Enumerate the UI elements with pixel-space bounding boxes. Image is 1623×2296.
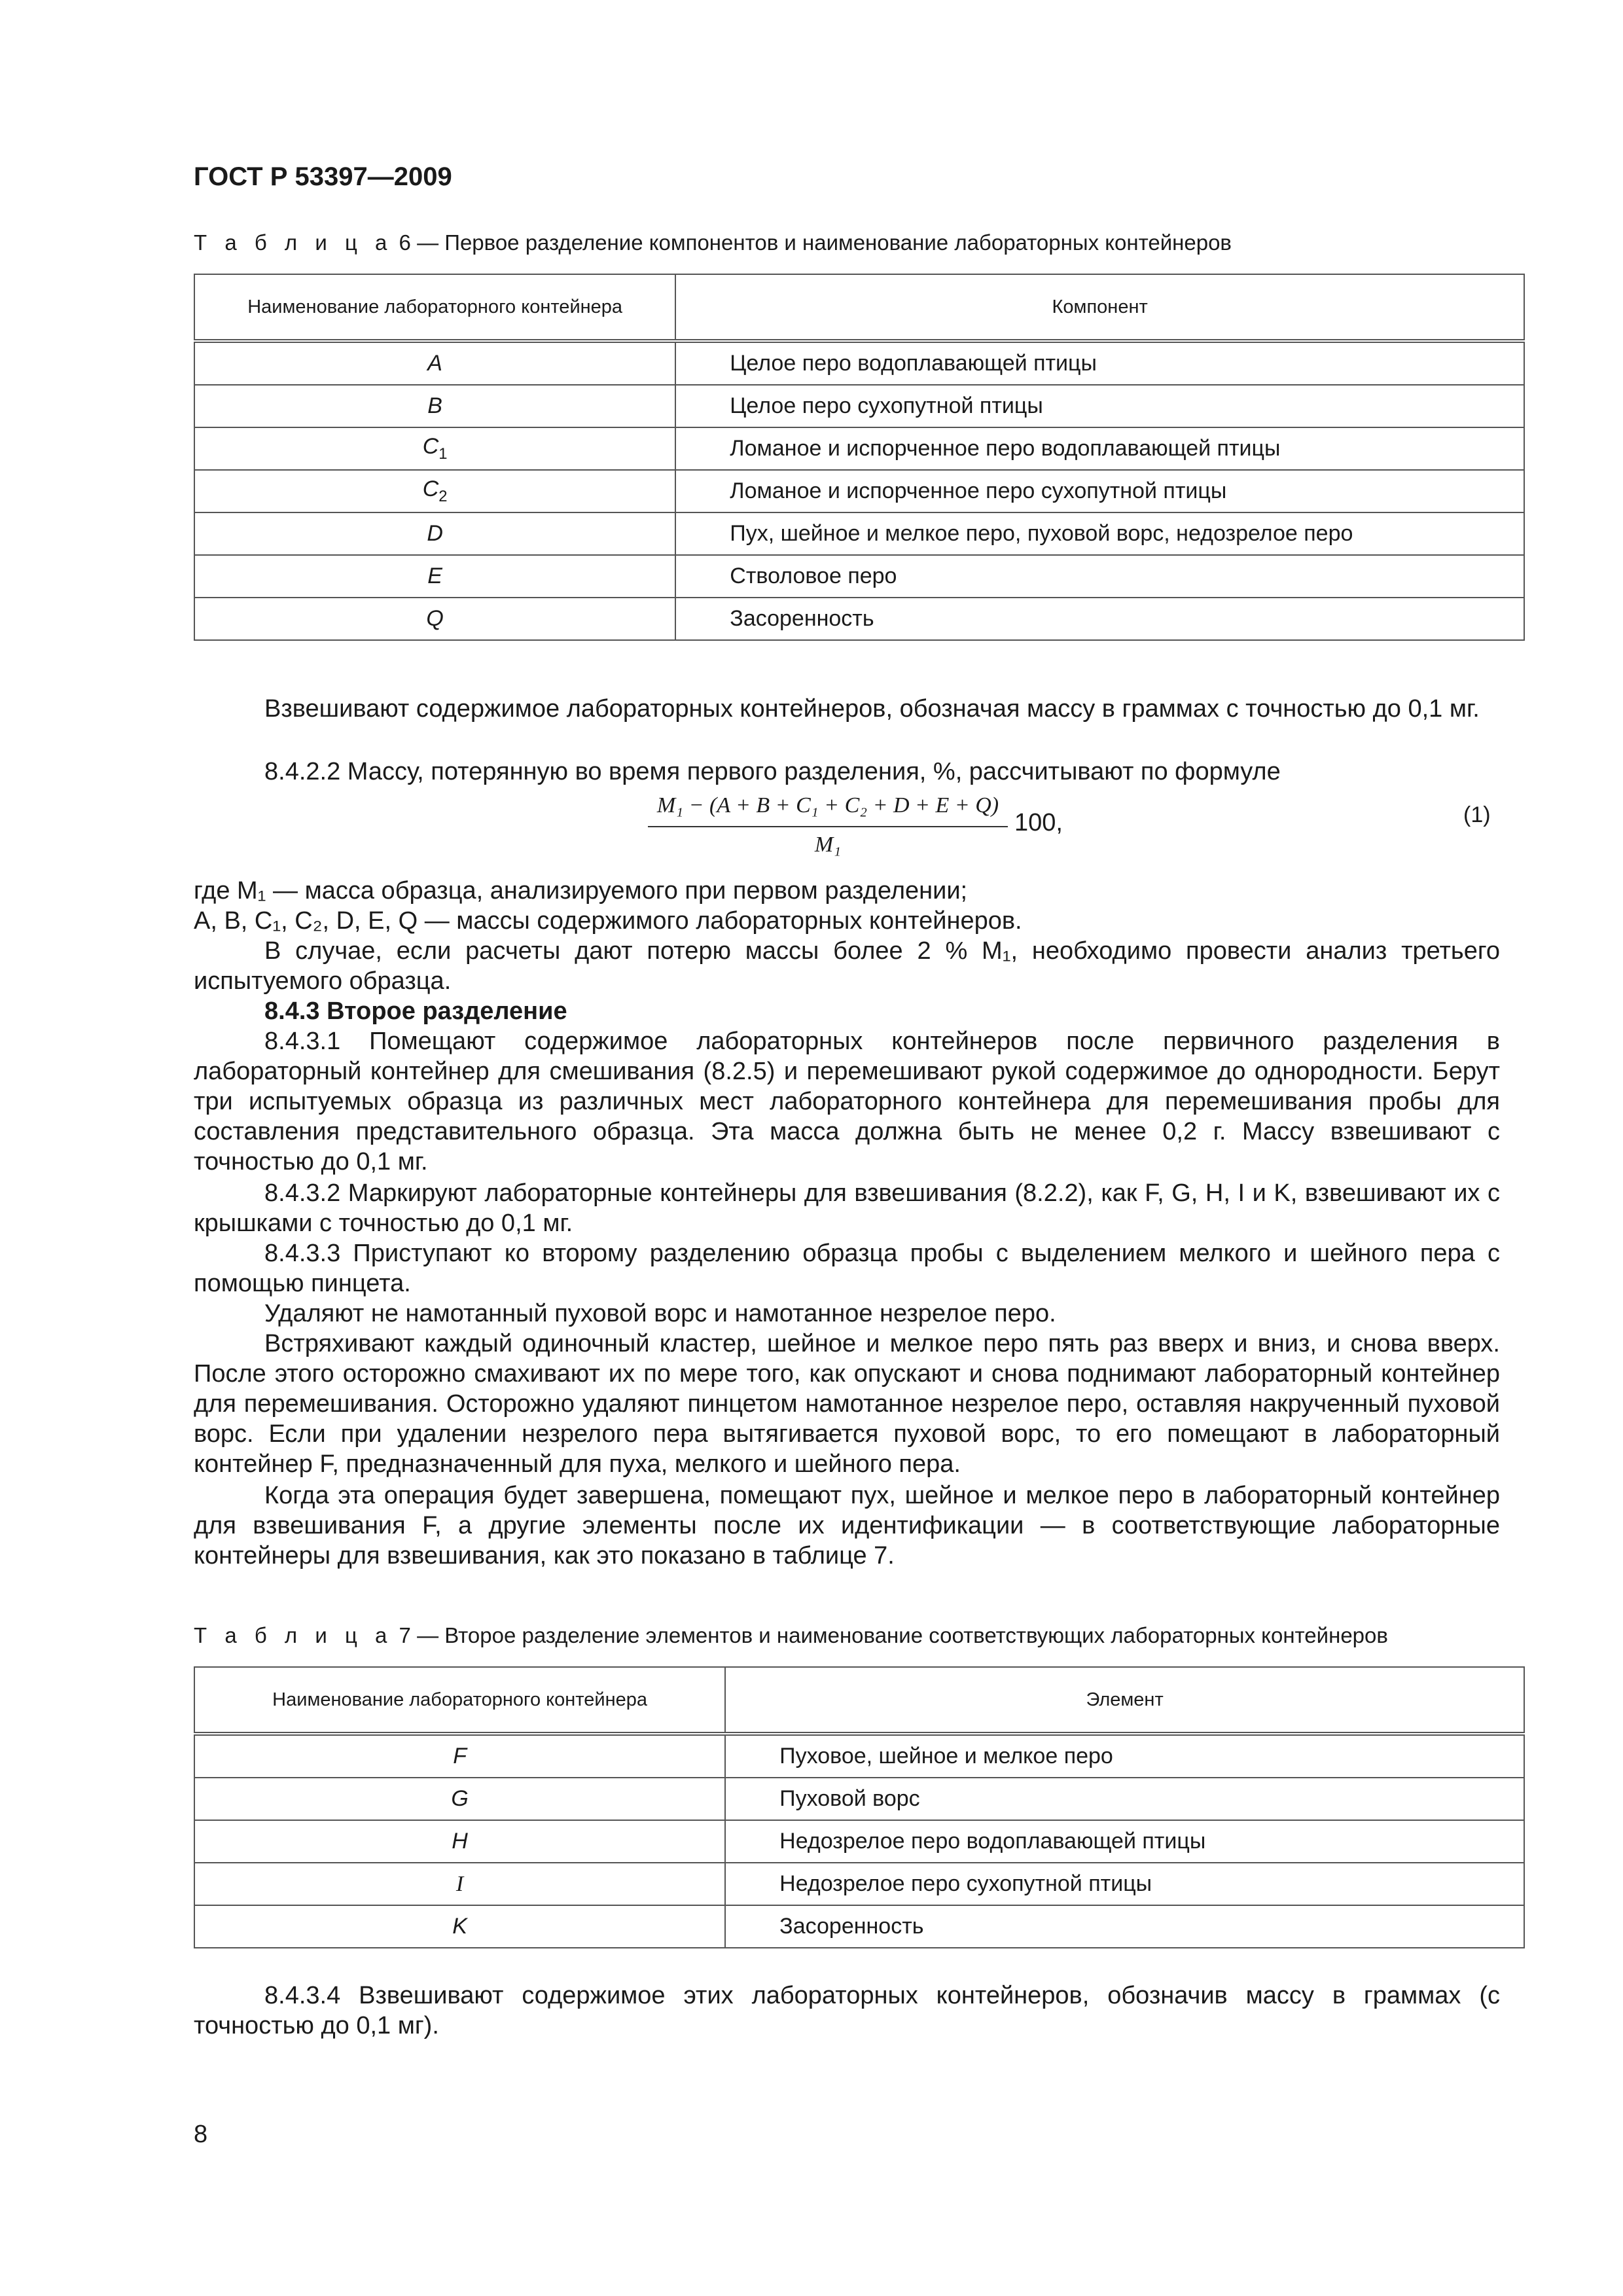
table-row: [194, 385, 1524, 427]
container-name: I: [194, 1863, 725, 1905]
container-name: F: [194, 1734, 725, 1778]
component-value: Засоренность: [675, 598, 1524, 640]
table7-caption-text: 7 — Второе разделение элементов и наименование соответствующих лабораторных контейнеров: [393, 1623, 1388, 1647]
table-row: [194, 598, 1524, 640]
table-row: [194, 555, 1524, 598]
table6-col-component: Компонент: [675, 274, 1524, 341]
table7-header-row: [194, 1667, 1524, 1734]
paragraph-shake: Встряхивают каждый одиночный кластер, шейное и мелкое перо пять раз вверх и вниз, и снова вверх. После этого осторожно смахивают их по мере того, как опускают и снова поднимают лабораторный контейнер для перемешивания. Осторожно удаляют пинцетом намотанное незрелое перо, оставляя накрученный пуховой ворс. Если при удалении незрелого пера вытягивается пуховой ворс, то его помещают в лабораторный контейнер F, предназначенный для пуха, мелкого и шейного пера.: [194, 1330, 1500, 1478]
element-value: Недозрелое перо водоплавающей птицы: [725, 1820, 1524, 1863]
table-row: [194, 1820, 1524, 1863]
table-row: [194, 427, 1524, 470]
component-value: Целое перо сухопутной птицы: [675, 385, 1524, 427]
table6-caption: [194, 230, 1232, 255]
table6: [194, 274, 1525, 641]
container-name: $C_1$: [194, 427, 675, 470]
component-value: Ломаное и испорченное перо сухопутной птицы: [675, 470, 1524, 512]
table-row: [194, 1905, 1524, 1948]
formula-denominator: M₁: [814, 833, 842, 857]
table-row: [194, 1734, 1524, 1778]
paragraph-case: В случае, если расчеты дают потерю массы более 2 % M₁, необходимо провести анализ третьего испытуемого образца.: [194, 937, 1500, 995]
page-number: 8: [194, 2121, 208, 2148]
standard-designation: ГОСТ Р 53397—2009: [194, 162, 452, 191]
component-value: Ломаное и испорченное перо водоплавающей птицы: [675, 427, 1524, 470]
formula-number: (1): [1463, 802, 1491, 827]
container-name: K: [194, 1905, 725, 1948]
container-name: Q: [194, 598, 675, 640]
where-line-2: A, B, C₁, C₂, D, E, Q — массы содержимого лабораторных контейнеров.: [194, 907, 1022, 935]
table7-caption-prefix: Т а б л и ц а: [194, 1623, 393, 1647]
paragraph-weigh: Взвешивают содержимое лабораторных контейнеров, обозначая массу в граммах с точностью до 0,1 мг.: [264, 695, 1480, 723]
container-name: $C_2$: [194, 470, 675, 512]
paragraph-when: Когда эта операция будет завершена, помещают пух, шейное и мелкое перо в лабораторный контейнер для взвешивания F, а другие элементы после их идентификации — в соответствующие лабораторные контейнеры для взвешивания, как это показано в таблице 7.: [194, 1482, 1500, 1570]
element-value: Пуховой ворс: [725, 1778, 1524, 1820]
container-name: D: [194, 512, 675, 555]
paragraph-8-4-3-1: 8.4.3.1 Помещают содержимое лабораторных контейнеров после первичного разделения в лабораторный контейнер для смешивания (8.2.5) и перемешивают рукой содержимое до однородности. Берут три испытуемых образца из различных мест лабораторного контейнера для перемешивания пробы для составления представительного образца. Эта масса должна быть не менее 0,2 г. Массу взвешивают с точностью до 0,1 мг.: [194, 1028, 1500, 1175]
element-value: Засоренность: [725, 1905, 1524, 1948]
formula-fraction-bar: [648, 826, 1008, 827]
table-row: [194, 512, 1524, 555]
component-value: Стволовое перо: [675, 555, 1524, 598]
component-value: Пух, шейное и мелкое перо, пуховой ворс, недозрелое перо: [675, 512, 1524, 555]
table-row: [194, 470, 1524, 512]
component-value: Целое перо водоплавающей птицы: [675, 341, 1524, 385]
table-row: [194, 1863, 1524, 1905]
container-name: A: [194, 341, 675, 385]
paragraph-8-4-3-2: 8.4.3.2 Маркируют лабораторные контейнеры для взвешивания (8.2.2), как F, G, H, I и K, взвешивают их с крышками с точностью до 0,1 мг.: [194, 1179, 1500, 1237]
table-row: [194, 1778, 1524, 1820]
table6-header-row: [194, 274, 1524, 341]
paragraph-8-4-3-4: 8.4.3.4 Взвешивают содержимое этих лабораторных контейнеров, обозначив массу в граммах (с точностью до 0,1 мг).: [194, 1982, 1500, 2039]
formula-numerator: M₁ − (A + B + C₁ + C₂ + D + E + Q): [656, 793, 999, 817]
table6-caption-prefix: Т а б л и ц а: [194, 230, 393, 255]
paragraph-8-4-3-3: 8.4.3.3 Приступают ко второму разделению образца пробы с выделением мелкого и шейного пера с помощью пинцета.: [194, 1240, 1500, 1297]
element-value: Пуховое, шейное и мелкое перо: [725, 1734, 1524, 1778]
table7: [194, 1666, 1525, 1948]
table6-col-container: Наименование лабораторного контейнера: [194, 274, 675, 341]
where-line-1: где M₁ — масса образца, анализируемого при первом разделении;: [194, 877, 968, 905]
container-name: B: [194, 385, 675, 427]
paragraph-remove: Удаляют не намотанный пуховой ворс и намотанное незрелое перо.: [264, 1300, 1056, 1327]
table7-col-element: Элемент: [725, 1667, 1524, 1734]
formula-factor: 100,: [1014, 809, 1063, 836]
section-8-4-3-heading: 8.4.3 Второе разделение: [264, 997, 567, 1025]
element-value: Недозрелое перо сухопутной птицы: [725, 1863, 1524, 1905]
table-row: [194, 341, 1524, 385]
container-name: E: [194, 555, 675, 598]
container-name: G: [194, 1778, 725, 1820]
table7-caption: [194, 1623, 1388, 1648]
paragraph-8-4-2-2: 8.4.2.2 Массу, потерянную во время первого разделения, %, рассчитывают по формуле: [264, 758, 1281, 785]
container-name: H: [194, 1820, 725, 1863]
table6-caption-text: 6 — Первое разделение компонентов и наименование лабораторных контейнеров: [393, 230, 1232, 255]
table7-col-container: Наименование лабораторного контейнера: [194, 1667, 725, 1734]
